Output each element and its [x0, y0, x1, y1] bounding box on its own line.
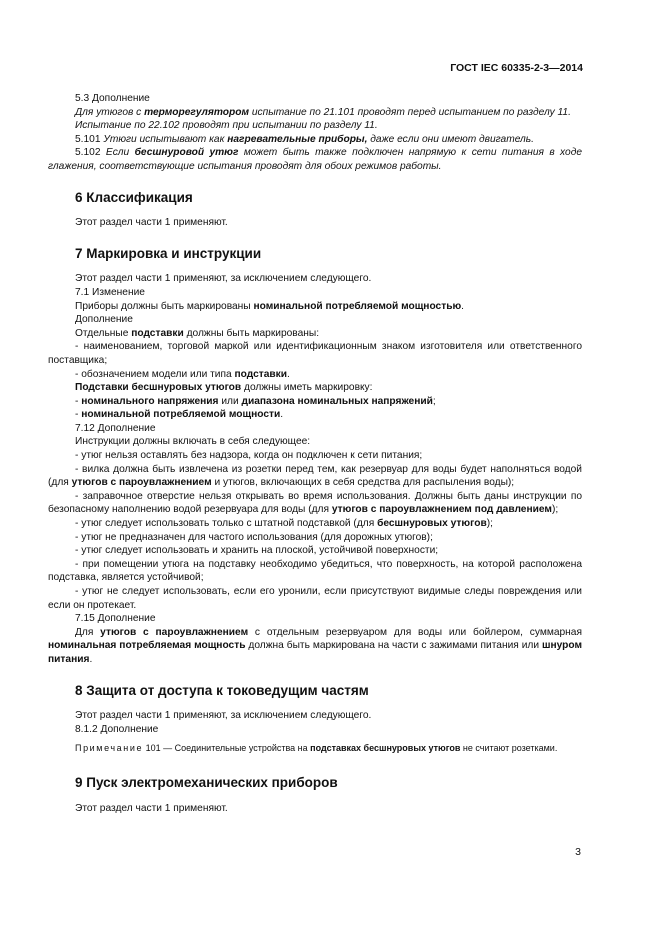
- document-id: ГОСТ IEC 60335-2-3—2014: [450, 62, 583, 74]
- section-7-heading: 7 Маркировка и инструкции: [75, 245, 262, 261]
- section-8-intro: Этот раздел части 1 применяют, за исключением следующего.: [75, 710, 372, 722]
- list-item: - вилка должна быть извлечена из розетки перед тем, как резервуар для воды будет наполняться водой (для утюгов с пароувлажнением и утюгов, включающих в себя средства для распыления воды);: [48, 463, 582, 489]
- page-body: [48, 92, 582, 816]
- clause-5-3-text: Для утюгов с терморегулятором испытание по 21.101 проводят перед испытанием по разделу 11.: [75, 106, 571, 118]
- paragraph: Дополнение: [75, 314, 133, 326]
- list-item: - номинального напряжения или диапазона номинальных напряжений;: [75, 395, 436, 407]
- clause-7-12: 7.12 Дополнение: [75, 422, 156, 434]
- section-8-heading: 8 Защита от доступа к токоведущим частям: [75, 682, 369, 698]
- paragraph: Инструкции должны включать в себя следующее:: [75, 436, 311, 448]
- clause-5-3-text-2: Испытание по 22.102 проводят при испытании по разделу 11.: [75, 120, 378, 132]
- clause-5-102: 5.102 Если бесшнуровой утюг может быть также подключен напрямую к сети питания в ходе глажения, соответствующие испытания проводят для обоих режимов работы.: [48, 147, 582, 172]
- paragraph: Приборы должны быть маркированы номинальной потребляемой мощностью.: [75, 300, 465, 312]
- list-item: - обозначением модели или типа подставки.: [75, 368, 290, 380]
- list-item: - утюг следует использовать только с штатной подставкой (для бесшнуровых утюгов);: [75, 518, 493, 530]
- paragraph: Для утюгов с пароувлажнением с отдельным резервуаром для воды или бойлером, суммарная номинальная потребляемая мощность должна быть маркирована на части с зажимами питания или шнуром питания.: [48, 626, 583, 665]
- paragraph: Подставки бесшнуровых утюгов должны иметь маркировку:: [75, 382, 373, 394]
- clause-8-1-2: 8.1.2 Дополнение: [75, 723, 159, 735]
- section-9-heading: 9 Пуск электромеханических приборов: [75, 775, 338, 791]
- list-item: - утюг нельзя оставлять без надзора, когда он подключен к сети питания;: [75, 450, 423, 462]
- note: Примечание 101 — Соединительные устройства на подставках бесшнуровых утюгов не считают розетками.: [75, 743, 558, 754]
- list-item: - при помещении утюга на подставку необходимо убедиться, что поверхность, на которой расположена подставка, является устойчивой;: [48, 558, 582, 584]
- list-item: - заправочное отверстие нельзя открывать во время использования. Должны быть даны инструкции по безопасному наполнению водой резервуара для воды (для утюгов с пароувлажнением под давлением);: [48, 490, 582, 516]
- section-6-heading: 6 Классификация: [75, 189, 193, 205]
- page-number: 3: [575, 846, 581, 858]
- clause-7-15: 7.15 Дополнение: [75, 613, 156, 625]
- section-6-text: Этот раздел части 1 применяют.: [75, 217, 228, 229]
- clause-5-3: 5.3 Дополнение: [75, 93, 150, 104]
- clause-5-101: 5.101 Утюги испытывают как нагревательные приборы, даже если они имеют двигатель.: [75, 133, 534, 145]
- list-item: - номинальной потребляемой мощности.: [75, 409, 284, 421]
- section-7-intro: Этот раздел части 1 применяют, за исключением следующего.: [75, 273, 372, 285]
- section-9-text: Этот раздел части 1 применяют.: [75, 802, 228, 814]
- paragraph: Отдельные подставки должны быть маркированы:: [75, 327, 320, 339]
- clause-7-1: 7.1 Изменение: [75, 286, 145, 298]
- list-item: - наименованием, торговой маркой или идентификационным знаком изготовителя или ответственного поставщика;: [48, 341, 582, 366]
- list-item: - утюг не предназначен для частого использования (для дорожных утюгов);: [75, 531, 433, 543]
- list-item: - утюг следует использовать и хранить на плоской, устойчивой поверхности;: [75, 545, 439, 557]
- list-item: - утюг не следует использовать, если его уронили, если присутствуют видимые следы повреждения или если он протекает.: [48, 586, 582, 611]
